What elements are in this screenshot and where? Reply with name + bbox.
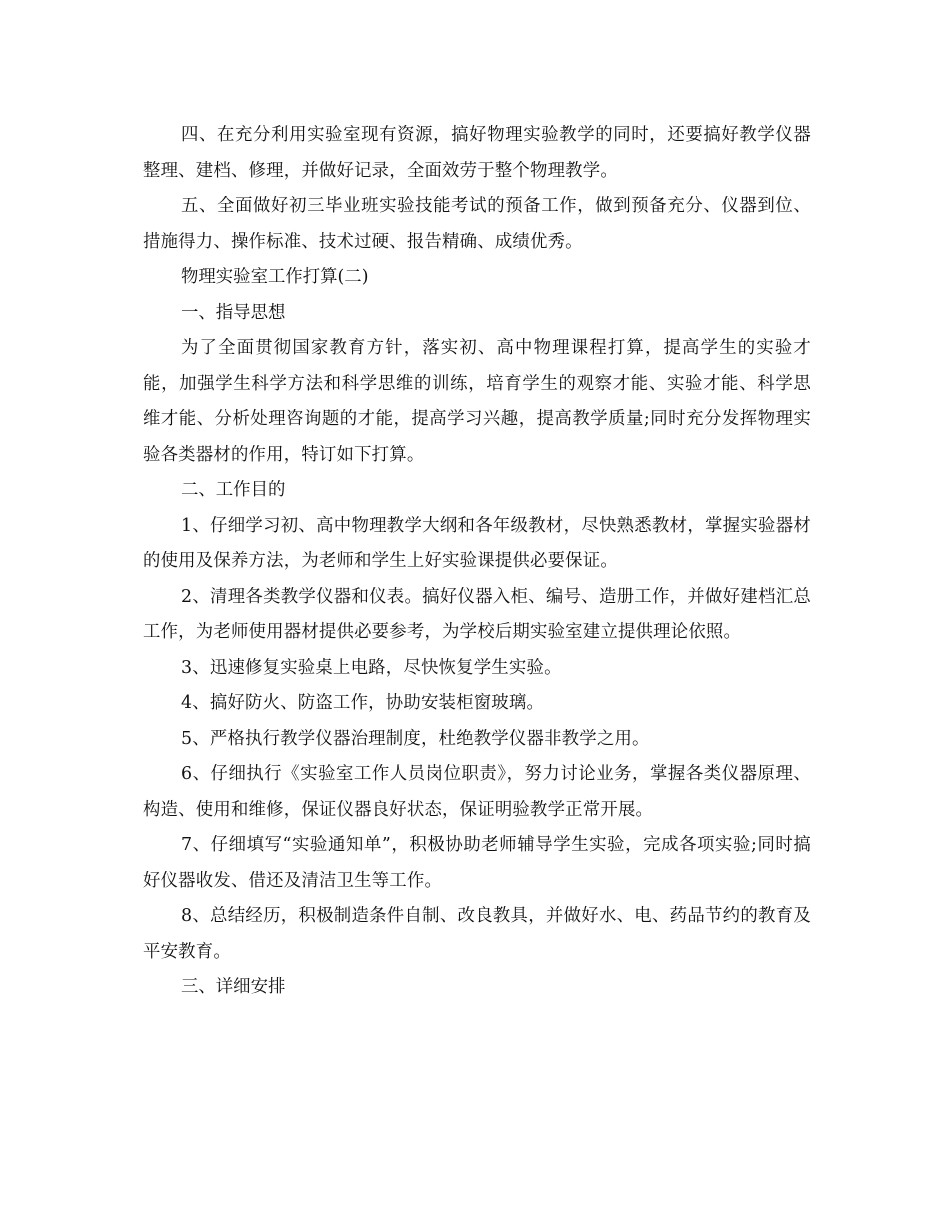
paragraph-guiding-ideology: 为了全面贯彻国家教育方针，落实初、高中物理课程打算，提高学生的实验才能，加强学生科学方法和科学思维的训练，培育学生的观察才能、实验才能、科学思维才能、分析处理咨询题的才能，提高学习兴趣，提高教学质量;同时充分发挥物理实验各类器材的作用，特订如下打算。 (143, 338, 811, 465)
heading-guiding-ideology: 一、指导思想 (181, 302, 286, 323)
goal-item-1: 1、仔细学习初、高中物理教学大纲和各年级教材，尽快熟悉教材，掌握实验器材的使用及保养方法，为老师和学生上好实验课提供必要保证。 (143, 515, 811, 571)
goal-item-8: 8、总结经历，积极制造条件自制、改良教具，并做好水、电、药品节约的教育及平安教育。 (143, 906, 811, 962)
plan-title: 物理实验室工作打算(二) (181, 267, 369, 287)
goal-item-4: 4、搞好防火、防盗工作，协助安装柜窗玻璃。 (181, 693, 545, 713)
heading-work-goals: 二、工作目的 (181, 480, 286, 500)
goal-item-2: 2、清理各类教学仪器和仪表。搞好仪器入柜、编号、造册工作，并做好建档汇总工作，为老师使用器材提供必要参考，为学校后期实验室建立提供理论依照。 (143, 586, 811, 642)
goal-item-5: 5、严格执行教学仪器治理制度，杜绝教学仪器非教学之用。 (181, 728, 650, 749)
paragraph-section-five: 五、全面做好初三毕业班实验技能考试的预备工作，做到预备充分、仪器到位、措施得力、操作标准、技术过硬、报告精确、成绩优秀。 (143, 196, 811, 252)
goal-item-3: 3、迅速修复实验桌上电路，尽快恢复学生实验。 (181, 657, 562, 678)
document-body (143, 118, 811, 1006)
paragraph-section-four: 四、在充分利用实验室现有资源，搞好物理实验教学的同时，还要搞好教学仪器整理、建档、修理，并做好记录，全面效劳于整个物理教学。 (143, 125, 811, 181)
heading-detailed-arrangement: 三、详细安排 (181, 977, 286, 997)
goal-item-7: 7、仔细填写“实验通知单”，积极协助老师辅导学生实验，完成各项实验;同时搞好仪器收发、借还及清洁卫生等工作。 (143, 835, 811, 891)
goal-item-6: 6、仔细执行《实验室工作人员岗位职责》，努力讨论业务，掌握各类仪器原理、构造、使用和维修，保证仪器良好状态，保证明验教学正常开展。 (143, 764, 811, 820)
